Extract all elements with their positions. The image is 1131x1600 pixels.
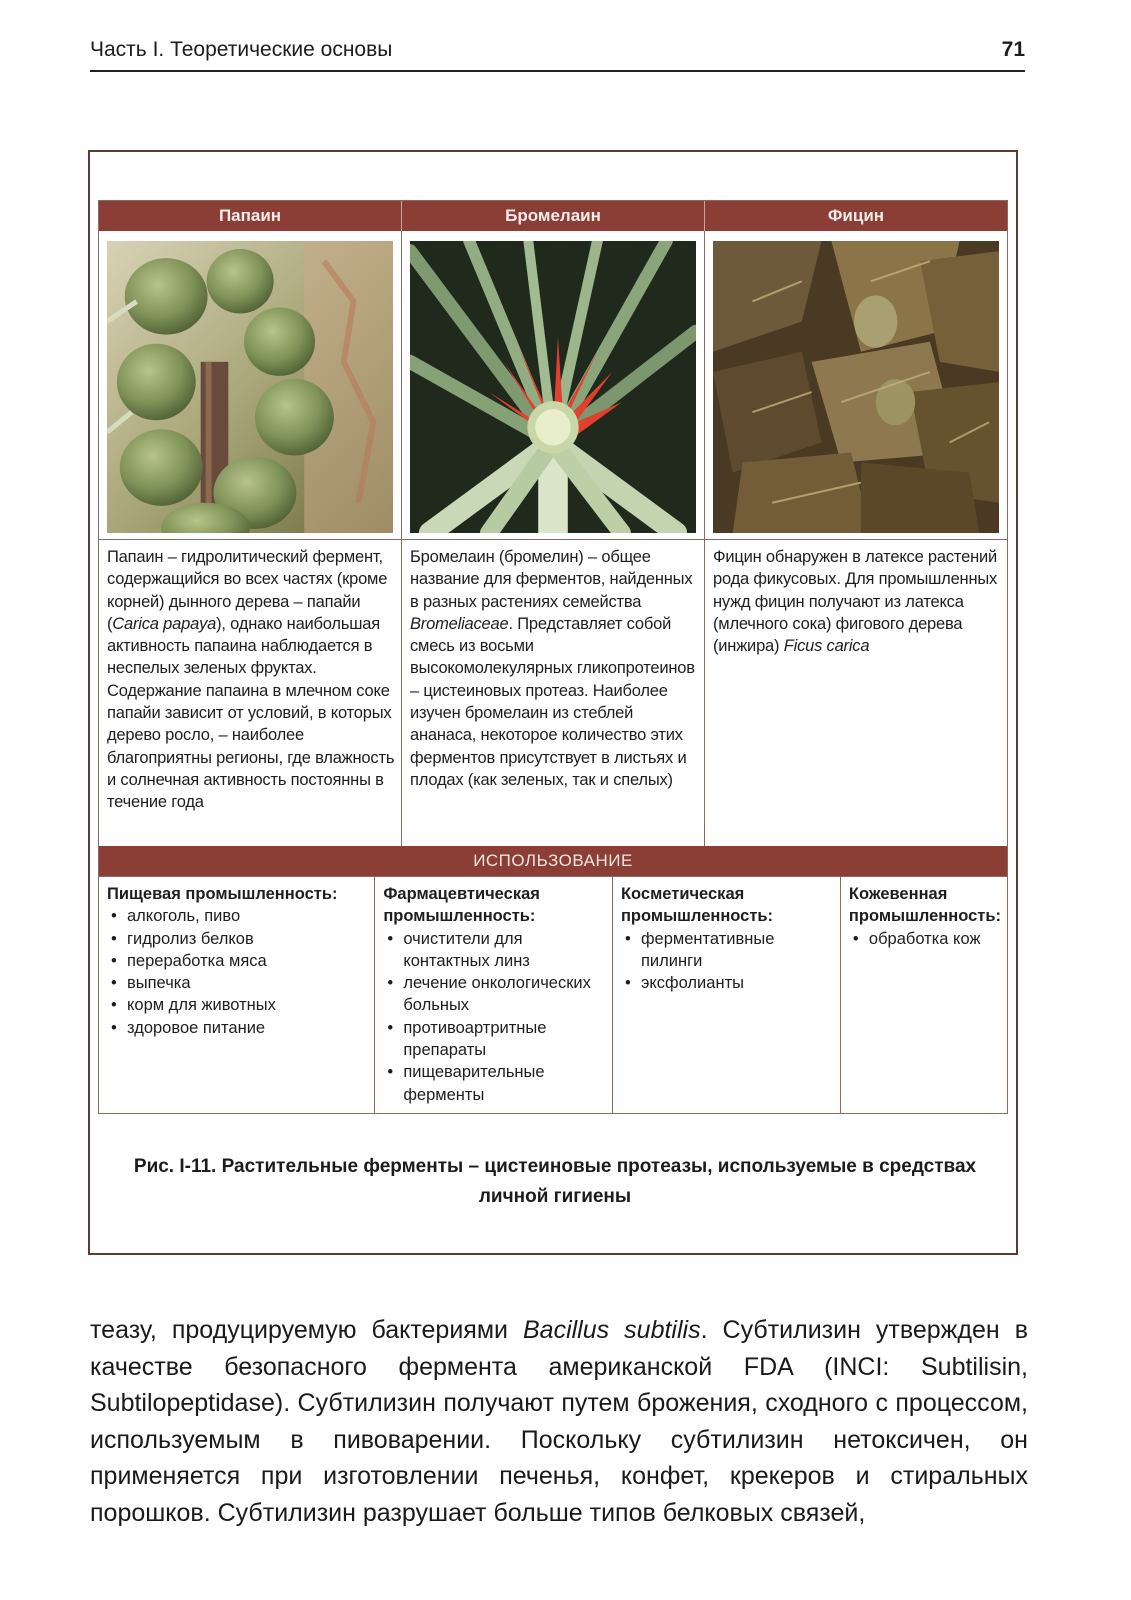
use-list — [849, 928, 1001, 950]
use-food-industry — [99, 877, 375, 1113]
list-item: • лечение онкологических больных — [383, 972, 606, 1017]
list-item: • выпечка — [107, 972, 368, 994]
use-cosmetic-industry — [613, 877, 841, 1113]
list-item: • противоартритные препараты — [383, 1017, 606, 1062]
body-paragraph — [90, 1312, 1028, 1531]
list-item: • ферментативные пилинги — [621, 928, 834, 973]
figure-caption-label: Рис. I-11. — [133, 1156, 217, 1177]
use-heading: Кожевенная промышленность: — [848, 885, 1001, 926]
photo-row — [99, 231, 1007, 539]
use-heading: Косметическая промышленность: — [620, 885, 774, 926]
description-bromelain-text: Бромелаин (бромелин) – общее название для ферментов, найденных в разных растениях семейства — [410, 548, 693, 611]
list-item: • очистители для контактных линз — [383, 928, 606, 973]
use-pharma-industry — [375, 877, 613, 1113]
header-papain: Папаин — [99, 201, 402, 231]
page-number: 71 — [1001, 38, 1025, 61]
description-papain-text-cont: ), однако наибольшая активность папаина наблюдается в неспелых зеленых фруктах. Содержание папаина в млечном соке папайи зависит от условий, в которых дерево росло, – наиболее благоприятны регионы, где влажность и солнечная активность постоянны в течение года — [107, 614, 395, 812]
figure-caption — [130, 1152, 980, 1212]
papaya-tree-photo — [107, 241, 393, 533]
body-text-start: теазу, продуцируемую бактериями — [90, 1316, 523, 1344]
use-leather-industry — [841, 877, 1007, 1113]
latin-name-ficin: Ficus carica — [783, 637, 870, 656]
photo-cell-ficin — [705, 231, 1007, 539]
description-ficin — [705, 540, 1007, 846]
running-header — [90, 30, 1025, 72]
use-list — [383, 928, 606, 1106]
running-header-title: Часть I. Теоретические основы — [90, 38, 393, 61]
list-item: • обработка кож — [849, 928, 1001, 950]
list-item: • пищеварительные ферменты — [383, 1061, 606, 1106]
uses-band: ИСПОЛЬЗОВАНИЕ — [99, 846, 1007, 876]
list-item: • гидролиз белков — [107, 928, 368, 950]
body-text-cont: . Субтилизин утвержден в качестве безопасного фермента американской FDA (INCI: Subtilisin, Subtilopeptidase). Субтилизин получают путем брожения, сходного с процессом, используемым в пивоварении. Поскольку субтилизин нетоксичен, он применяется при изготовлении печенья, конфет, крекеров и стиральных порошков. Субтилизин разрушает больше типов белковых связей, — [90, 1316, 1028, 1527]
bromeliad-plant-photo — [410, 241, 696, 533]
photo-cell-bromelain — [402, 231, 705, 539]
list-item: • здоровое питание — [107, 1017, 368, 1039]
latin-name-bromelain: Bromeliaceae — [410, 614, 509, 633]
uses-row — [99, 876, 1007, 1113]
header-ficin: Фицин — [827, 206, 885, 225]
enzyme-table — [98, 200, 1008, 1114]
use-heading: Пищевая промышленность: — [107, 885, 338, 903]
photo-cell-papain — [99, 231, 402, 539]
description-row — [99, 539, 1007, 846]
enzyme-header-row — [99, 201, 1007, 231]
list-item: • эксфолианты — [621, 972, 834, 994]
use-list — [621, 928, 834, 995]
description-papain-text: Папаин – гидролитический фермент, содержащийся во всех частях (кроме корней) дынного дерева – папайи ( — [107, 548, 388, 633]
list-item: • корм для животных — [107, 994, 368, 1016]
description-bromelain — [402, 540, 705, 846]
fig-tree-photo — [713, 241, 999, 533]
list-item: • алкоголь, пиво — [107, 905, 368, 927]
figure-box — [88, 150, 1018, 1255]
description-papain — [99, 540, 402, 846]
list-item: • переработка мяса — [107, 950, 368, 972]
description-ficin-text: Фицин обнаружен в латексе растений рода фикусовых. Для промышленных нужд фицин получают из латекса (млечного сока) фигового дерева (инжира) — [713, 548, 998, 656]
header-bromelain: Бромелаин — [402, 201, 705, 231]
use-heading: Фармацевтическая промышленность: — [383, 885, 540, 926]
latin-name-bacillus: Bacillus subtilis — [523, 1316, 701, 1344]
use-list — [107, 905, 368, 1039]
latin-name-papain: Carica papaya — [112, 614, 217, 633]
figure-caption-text: Растительные ферменты – цистеиновые протеазы, используемые в средствах личной гигиены — [216, 1156, 977, 1207]
description-bromelain-text-cont: . Представляет собой смесь из восьми высокомолекулярных гликопротеинов – цистеиновых протеаз. Наиболее изучен бромелаин из стеблей ананаса, некоторое количество этих ферментов присутствует в листьях и плодах (как зеленых, так и спелых) — [410, 614, 695, 789]
